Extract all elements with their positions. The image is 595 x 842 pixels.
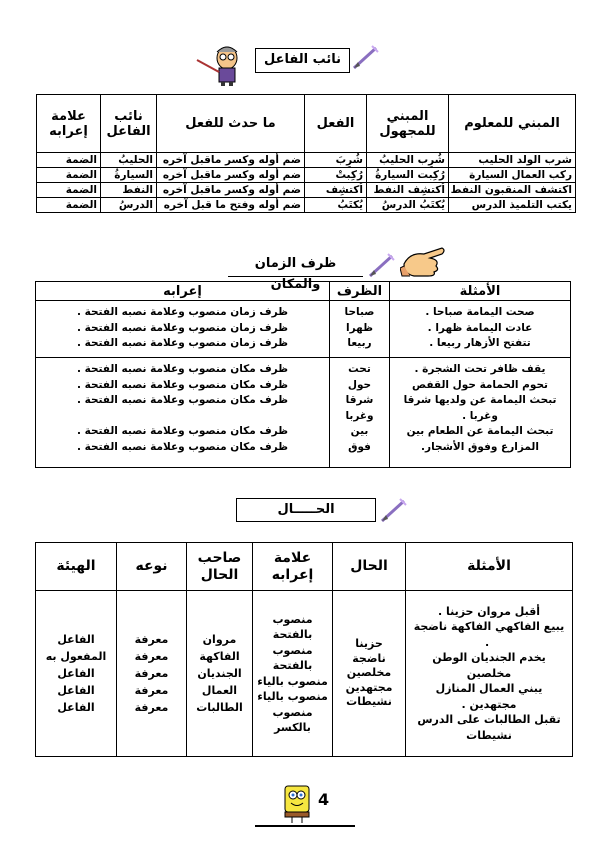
section-title-naeb-alfael: نائب الفاعل	[255, 48, 350, 73]
pen-icon	[380, 497, 408, 523]
table-cell: اكتشف المنقبون النفط	[449, 183, 576, 198]
examples-cell: أقبل مروان حزينا . يبيع الفاكهي الفاكهة ناضجة . يخدم الجنديان الوطن مخلصين يبني العمال المنازل مجتهدين . تقبل الطالبات على الدرس نشيطات	[406, 591, 573, 757]
col-header: الظرف	[330, 282, 390, 301]
table-row	[36, 301, 571, 358]
sponge-character-icon	[280, 784, 314, 824]
col-header: الأمثلة	[406, 543, 573, 591]
table-cell: رُكِبت السيارةُ	[367, 168, 449, 183]
col-header: ما حدث للفعل	[157, 95, 305, 153]
table-cell: ضم أوله وكسر ماقبل آخره	[157, 183, 305, 198]
table-cell: شُرِب الحليبُ	[367, 153, 449, 168]
parsing-cell: ظرف زمان منصوب وعلامة نصبه الفتحة . ظرف زمان منصوب وعلامة نصبه الفتحة . ظرف زمان منصوب وعلامة نصبه الفتحة .	[36, 301, 330, 358]
table-cell: ضم أوله وفتح ما قبل آخره	[157, 198, 305, 213]
page-number: 4	[318, 790, 330, 809]
parsing-cell: ظرف مكان منصوب وعلامة نصبه الفتحة . ظرف مكان منصوب وعلامة نصبه الفتحة . ظرف مكان منصوب وعلامة نصبه الفتحة . ظرف مكان منصوب وعلامة نصبه الفتحة . ظرف مكان منصوب وعلامة نصبه الفتحة .	[36, 358, 330, 468]
table-cell: الضمة	[37, 183, 101, 198]
col-header: إعرابه	[36, 282, 330, 301]
col-header: الفعل	[305, 95, 367, 153]
hal-cell: حزينا ناضجة مخلصين مجتهدين نشيطات	[333, 591, 406, 757]
table-cell: ضم أوله وكسر ماقبل آخره	[157, 153, 305, 168]
adverb-cell: تحت حول شرقا وغربا بين فوق	[330, 358, 390, 468]
table-row	[37, 168, 576, 183]
table-cell: يكتب التلميذ الدرس	[449, 198, 576, 213]
table-cell: شرب الولد الحليب	[449, 153, 576, 168]
col-header: علامة إعرابه	[253, 543, 333, 591]
col-header: الحال	[333, 543, 406, 591]
col-header: المبني للمعلوم	[449, 95, 576, 153]
table-cell: اُكتشِف النفط	[367, 183, 449, 198]
col-header: نوعه	[117, 543, 187, 591]
table-cell: الدرسُ	[101, 198, 157, 213]
adverb-cell: صباحا ظهرا ربيعا	[330, 301, 390, 358]
marks-cell: منصوب بالفتحة منصوب بالفتحة منصوب بالياء منصوب بالياء منصوب بالكسر	[253, 591, 333, 757]
pen-icon	[368, 252, 396, 278]
table-row	[37, 153, 576, 168]
hal-table	[35, 542, 573, 757]
examples-cell: يقف ظافر تحت الشجرة . تحوم الحمامة حول القفص تبحث اليمامة عن ولديها شرقا وغربا . تبحث اليمامة عن الطعام بين المزارع وفوق الأشجار.	[390, 358, 571, 468]
table-cell: الضمة	[37, 153, 101, 168]
table-cell: الحليبُ	[101, 153, 157, 168]
table-header-row	[36, 282, 571, 301]
pen-icon	[352, 44, 380, 70]
passive-voice-table	[36, 94, 576, 213]
form-cell: الفاعل المفعول به الفاعل الفاعل الفاعل	[36, 591, 117, 757]
table-row	[36, 358, 571, 468]
table-cell: شُرِبَ	[305, 153, 367, 168]
table-cell: رُكِبتْ	[305, 168, 367, 183]
table-cell: النفط	[101, 183, 157, 198]
table-cell: السيارةُ	[101, 168, 157, 183]
table-row	[37, 198, 576, 213]
table-cell: الضمة	[37, 198, 101, 213]
table-row	[36, 591, 573, 757]
owner-cell: مروان الفاكهة الجنديان العمال الطالبات	[187, 591, 253, 757]
table-row	[37, 183, 576, 198]
table-cell: ضم أوله وكسر ماقبل آخره	[157, 168, 305, 183]
table-cell: يُكتَبُ الدرسُ	[367, 198, 449, 213]
pointing-hand-icon	[400, 244, 446, 280]
col-header: نائب الفاعل	[101, 95, 157, 153]
col-header: علامة إعرابه	[37, 95, 101, 153]
table-cell: اُكتشِف	[305, 183, 367, 198]
footer-divider	[255, 825, 355, 827]
col-header: صاحب الحال	[187, 543, 253, 591]
table-cell: يُكتَبُ	[305, 198, 367, 213]
table-header-row	[36, 543, 573, 591]
section-title-hal: الحـــــال	[236, 498, 376, 522]
col-header: المبني للمجهول	[367, 95, 449, 153]
col-header: الهيئة	[36, 543, 117, 591]
type-cell: معرفة معرفة معرفة معرفة معرفة	[117, 591, 187, 757]
teacher-character-icon	[195, 44, 243, 86]
adverb-table	[35, 281, 571, 468]
examples-cell: صحت اليمامة صباحا . عادت اليمامة ظهرا . تتفتح الأزهار ربيعا .	[390, 301, 571, 358]
table-header-row	[37, 95, 576, 153]
section-title-zarf: ظرف الزمان والمكان	[228, 253, 363, 277]
table-cell: الضمة	[37, 168, 101, 183]
col-header: الأمثلة	[390, 282, 571, 301]
table-cell: ركب العمال السيارة	[449, 168, 576, 183]
